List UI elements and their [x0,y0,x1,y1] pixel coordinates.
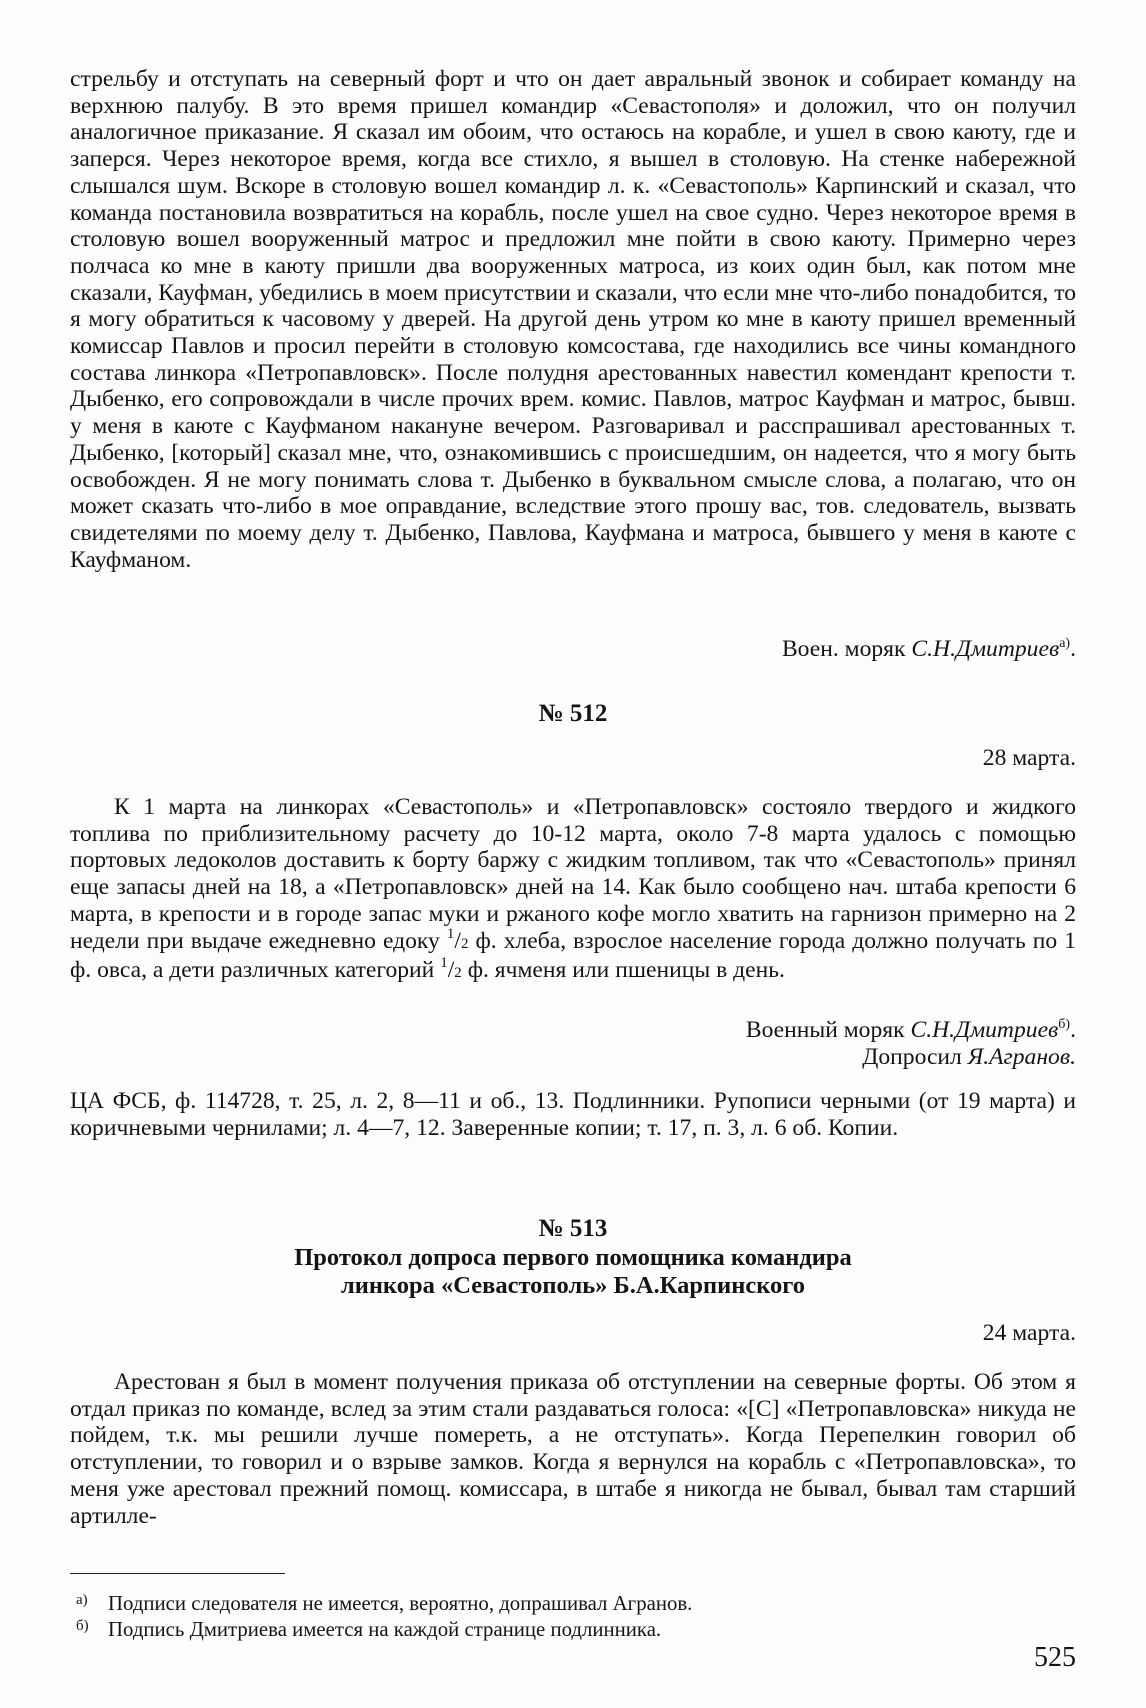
doc-513-title-line-2: линкора «Севастополь» Б.А.Карпинского [340,1272,806,1299]
doc-512-text-b: ф. хлеба, взрослое население города должно получать по 1 ф. овса, а дети различных категорий [70,927,1076,984]
footnote-text: Подписи следователя не имеется, вероятно, допрашивал Агранов. [108,1592,693,1615]
footnote-mark: б) [76,1618,89,1634]
doc-511-signature: Воен. моряк С.Н.Дмитриев$^{а)}$. [781,636,1076,662]
fraction-half: $^1$/2 [440,955,462,984]
interrogator-name: Я.Агранов. [967,1044,1076,1070]
signature-role: Военный моряк [745,1017,905,1043]
doc-513-number: № 513 [538,1215,608,1242]
doc-511-body [70,66,1076,573]
footnote-ref-b: б) [1058,1017,1071,1032]
page-number: 525 [1034,1642,1076,1673]
archive-source-text: ЦА ФСБ, ф. 114728, т. 25, л. 2, 8—11 и об., 13. Подлинники. Рупописи черными (от 19 марта) и коричневыми чернилами; л. 4—7, 12. Заверенные копии; т. 17, п. 3, л. 6 об. Копии. [70,1088,1076,1141]
fraction-half: $^1$/2 [446,925,469,954]
signature-name: С.Н.Дмитриев [910,1017,1059,1043]
doc-512-number: № 512 [538,700,608,727]
doc-512-archive-source [70,1088,1076,1141]
doc-512-text-a: К 1 марта на линкорах «Севастополь» и «Петропавловск» состояло твердого и жидкого топлива по приблизительному расчету до 10-12 марта, около 7-8 марта удалось с помощью портовых ледоколов доставить к борту баржу с жидким топливом, так что «Севастополь» принял еще запасы дней на 18, а «Петропавловск» дней на 14. Как было сообщено нач. штаба крепости 6 марта, в крепости и в городе запас муки и ржаного кофе могло хватить на гарнизон примерно на 2 недели при выдаче ежедневно едоку [70,794,1076,954]
doc-513-body [70,1369,1076,1529]
signature-role: Воен. моряк [781,636,906,662]
doc-512-text-c: ф. ячменя или пшеницы в день. [467,957,785,984]
doc-512-body [70,794,1076,987]
footnote-mark: а) [76,1592,88,1608]
footnote-text: Подпись Дмитриева имеется на каждой странице подлинника. [108,1618,662,1641]
doc-513-title-line-1: Протокол допроса первого помощника командира [294,1244,852,1271]
doc-512-date: 28 марта. [982,745,1076,771]
signature-name: С.Н.Дмитриев [911,636,1060,662]
doc-513-paragraph: Арестован я был в момент получения приказа об отступлении на северные форты. Об этом я отдал приказ по команде, вслед за этим стали раздаваться голоса: «[С] «Петропавловска» никуда не пойдем, т.к. мы решили лучше помереть, а не отступать». Когда Перепелкин говорил об отступлении, то говорил и о взрыве замков. Когда я вернулся на корабль с «Петропавловска», то меня уже арестовал прежний помощ. комиссара, в штабе я никогда не бывал, бывал там старший артилле- [70,1369,1076,1529]
doc-512-interrogator [862,1044,1076,1071]
footnote-b [76,1613,1076,1643]
interrogator-label: Допросил [862,1044,962,1070]
doc-512-paragraph [70,794,1076,987]
doc-513-date: 24 марта. [982,1320,1076,1346]
footnote-ref-a: а) [1059,636,1071,651]
doc-511-paragraph: стрельбу и отступать на северный форт и что он дает авральный звонок и собирает команду на верхнюю палубу. В это время пришел командир «Севастополя» и доложил, что он получил аналогичное приказание. Я сказал им обоим, что остаюсь на корабле, и ушел в свою каюту, где и заперся. Через некоторое время, когда все стихло, я вышел в столовую. На стенке набережной слышался шум. Вскоре в столовую вошел командир л. к. «Севастополь» Карпинский и сказал, что команда постановила возвратиться на корабль, после ушел на свое судно. Через некоторое время в столовую вошел вооруженный матрос и предложил мне пойти в свою каюту. Примерно через полчаса ко мне в каюту пришли два вооруженных матроса, из коих один был, как потом мне сказали, Кауфман, убедились в моем присутствии и сказали, что если мне что-либо понадобится, то я могу обратиться к часовому у дверей. На другой день утром ко мне в каюту пришел временный комиссар Павлов и просил перейти в столовую комсостава, где находились все чины командного состава линкора «Петропавловск». После полудня арестованных навестил комендант крепости т. Дыбенко, его сопровождали в числе прочих врем. комис. Павлов, матрос Кауфман и матрос, бывш. у меня в каюте с Кауфманом накануне вечером. Разговаривал и расспрашивал арестованных т. Дыбенко, [который] сказал мне, что, ознакомившись с происшедшим, он надеется, что я могу быть освобожден. Я не могу понимать слова т. Дыбенко в буквальном смысле слова, а полагаю, что он может сказать что-либо в мое оправдание, вследствие этого прошу вас, тов. следователь, вызвать свидетелями по моему делу т. Дыбенко, Павлова, Кауфмана и матроса, бывшего у меня в каюте с Кауфманом. [70,66,1076,573]
doc-513-title [70,1244,1076,1300]
doc-512-signature: Военный моряк С.Н.Дмитриев$^{б)}$. [745,1017,1076,1043]
footnote-divider [70,1573,285,1574]
